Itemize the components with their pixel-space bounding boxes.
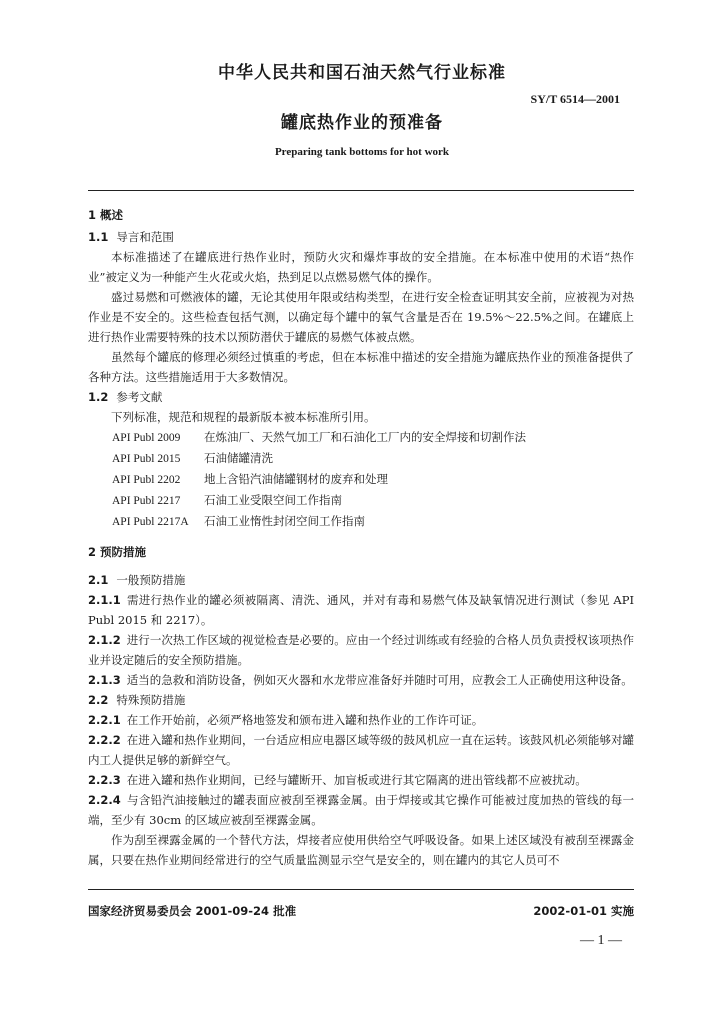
section-2-2-heading [88,690,634,710]
section-number: 2.2 [88,693,109,707]
section-2-heading: 2 预防措施 [88,545,147,559]
clause-2-2-4: 2.2.4 与含铅汽油接触过的罐表面应被刮至裸露金属。由于焊接或其它操作可能被过度加热的管线的每一端，至少有 30cm 的区域应被刮至裸露金属。 [88,793,634,827]
document-title: 罐底热作业的预准备 [281,113,443,133]
reference-item: API Publ 2217A 石油工业惰性封闭空间工作指南 [112,514,365,528]
document-english-title: Preparing tank bottoms for hot work [274,146,450,158]
reference-item: API Publ 2015 石油储罐清洗 [112,451,273,465]
clause-2-2-2: 2.2.2 在进入罐和热作业期间，一台适应相应电器区域等级的鼓风机应一直在运转。该鼓风机必须能够对罐内工人提供足够的新鲜空气。 [88,733,634,767]
footer-divider [88,889,634,890]
issuing-org-title: 中华人民共和国石油天然气行业标准 [218,63,506,83]
section-number: 2.1 [88,573,109,587]
section-title: 特殊预防措施 [116,693,186,707]
section-title: 参考文献 [116,390,163,404]
clause-2-1-2: 2.1.2 进行一次热工作区域的视觉检查是必要的。应由一个经过训练或有经验的合格人员负责授权该项热作业并设定随后的安全预防措施。 [88,633,634,667]
section-number: 1.1 [88,230,109,244]
section-number: 1.2 [88,390,109,404]
references-intro: 下列标准，规范和规程的最新版本被本标准所引用。 [111,410,376,424]
reference-item: API Publ 2009 在炼油厂、天然气加工厂和石油化工厂内的安全焊接和切割作法 [112,430,526,444]
reference-item: API Publ 2217 石油工业受限空间工作指南 [112,493,342,507]
header-divider [88,190,634,191]
approval-line: 国家经济贸易委员会 2001-09-24 批准 [88,904,297,918]
paragraph: 作为刮至裸露金属的一个替代方法，焊接者应使用供给空气呼吸设备。如果上述区域没有被刮至裸露金属，只要在热作业期间经常进行的空气质量监测显示空气是安全的，则在罐内的其它人员可不 [88,833,634,867]
paragraph: 本标准描述了在罐底进行热作业时，预防火灾和爆炸事故的安全措施。在本标准中使用的术语“热作业”被定义为一种能产生火花或火焰，热到足以点燃易燃气体的操作。 [88,250,634,284]
section-title: 导言和范围 [116,230,174,244]
section-1-1-heading [88,227,634,247]
section-2-1-heading [88,570,634,590]
implementation-date: 2002-01-01 实施 [533,904,634,918]
paragraph: 虽然每个罐底的修理必须经过慎重的考虑，但在本标准中描述的安全措施为罐底热作业的预准备提供了各种方法。这些措施适用于大多数情况。 [88,350,634,384]
section-1-2-heading [88,387,634,407]
clause-2-2-3: 2.2.3 在进入罐和热作业期间，已经与罐断开、加盲板或进行其它隔离的进出管线都不应被扰动。 [88,773,587,787]
clause-2-2-1: 2.2.1 在工作开始前，必须严格地签发和颁布进入罐和热作业的工作许可证。 [88,713,484,727]
document-body [88,205,634,870]
paragraph: 盛过易燃和可燃液体的罐，无论其使用年限或结构类型，在进行安全检查证明其安全前，应被视为对热作业是不安全的。这些检查包括气测，以确定每个罐中的氧气含量是否在 19.5%～22.5%之间。在罐底上进行热作业需要特殊的技术以预防潜伏于罐底的易燃气体被点燃。 [88,290,634,344]
standard-number: SY/T 6514—2001 [530,92,620,106]
page-number: — 1 — [580,933,622,948]
clause-2-1-1: 2.1.1 需进行热作业的罐必须被隔离、清洗、通风，并对有毒和易燃气体及缺氧情况进行测试（参见 API Publ 2015 和 2217）。 [88,593,634,627]
clause-2-1-3: 2.1.3 适当的急救和消防设备，例如灭火器和水龙带应准备好并随时可用，应教会工人正确使用这种设备。 [88,673,633,687]
section-1-heading: 1 概述 [88,208,124,222]
reference-item: API Publ 2202 地上含铅汽油储罐钢材的废弃和处理 [112,472,388,486]
section-title: 一般预防措施 [116,573,186,587]
